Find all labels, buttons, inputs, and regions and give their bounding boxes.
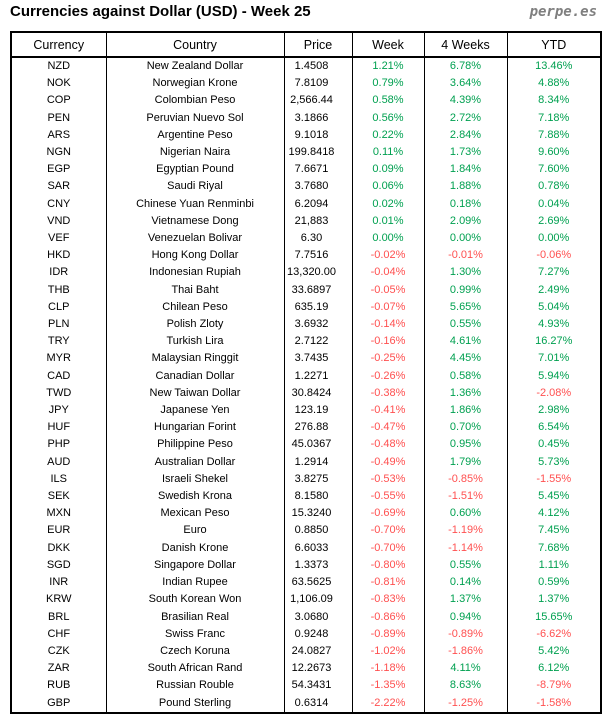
table-row bbox=[11, 230, 601, 247]
table-row bbox=[11, 436, 601, 453]
four-week-change-cell: 0.55% bbox=[424, 316, 507, 333]
currency-code-cell: TRY bbox=[11, 333, 106, 350]
week-change-cell: -0.53% bbox=[352, 471, 424, 488]
table-row bbox=[11, 454, 601, 471]
price-cell: 2.7122 bbox=[284, 333, 352, 350]
week-change-cell: -2.22% bbox=[352, 695, 424, 713]
country-name-cell: Nigerian Naira bbox=[106, 144, 284, 161]
country-name-cell: Chilean Peso bbox=[106, 299, 284, 316]
week-change-cell: -0.25% bbox=[352, 350, 424, 367]
country-name-cell: Hong Kong Dollar bbox=[106, 247, 284, 264]
price-cell: 1.2914 bbox=[284, 454, 352, 471]
country-name-cell: Philippine Peso bbox=[106, 436, 284, 453]
four-week-change-cell: 1.36% bbox=[424, 385, 507, 402]
ytd-change-cell: 4.93% bbox=[507, 316, 601, 333]
country-name-cell: Israeli Shekel bbox=[106, 471, 284, 488]
country-name-cell: Australian Dollar bbox=[106, 454, 284, 471]
currency-code-cell: JPY bbox=[11, 402, 106, 419]
currency-code-cell: PEN bbox=[11, 110, 106, 127]
ytd-change-cell: -0.06% bbox=[507, 247, 601, 264]
four-week-change-cell: 4.61% bbox=[424, 333, 507, 350]
country-name-cell: Japanese Yen bbox=[106, 402, 284, 419]
currency-code-cell: CHF bbox=[11, 626, 106, 643]
currency-code-cell: MXN bbox=[11, 505, 106, 522]
table-row bbox=[11, 540, 601, 557]
week-change-cell: 0.56% bbox=[352, 110, 424, 127]
ytd-change-cell: 13.46% bbox=[507, 57, 601, 75]
price-cell: 3.6932 bbox=[284, 316, 352, 333]
price-cell: 199.8418 bbox=[284, 144, 352, 161]
currency-code-cell: IDR bbox=[11, 264, 106, 281]
country-name-cell: Hungarian Forint bbox=[106, 419, 284, 436]
week-change-cell: -0.70% bbox=[352, 540, 424, 557]
ytd-change-cell: 0.59% bbox=[507, 574, 601, 591]
ytd-change-cell: 2.49% bbox=[507, 282, 601, 299]
four-week-change-cell: 0.00% bbox=[424, 230, 507, 247]
table-row bbox=[11, 660, 601, 677]
four-week-change-cell: 0.18% bbox=[424, 196, 507, 213]
four-week-change-cell: 2.72% bbox=[424, 110, 507, 127]
table-row bbox=[11, 471, 601, 488]
country-name-cell: Mexican Peso bbox=[106, 505, 284, 522]
week-change-cell: -0.05% bbox=[352, 282, 424, 299]
table-row bbox=[11, 574, 601, 591]
price-cell: 6.30 bbox=[284, 230, 352, 247]
table-row bbox=[11, 92, 601, 109]
ytd-change-cell: 6.54% bbox=[507, 419, 601, 436]
currency-code-cell: COP bbox=[11, 92, 106, 109]
price-cell: 7.7516 bbox=[284, 247, 352, 264]
price-cell: 63.5625 bbox=[284, 574, 352, 591]
country-name-cell: Venezuelan Bolivar bbox=[106, 230, 284, 247]
table-row bbox=[11, 626, 601, 643]
price-cell: 1,106.09 bbox=[284, 591, 352, 608]
ytd-change-cell: -6.62% bbox=[507, 626, 601, 643]
table-row bbox=[11, 247, 601, 264]
ytd-change-cell: 1.11% bbox=[507, 557, 601, 574]
ytd-change-cell: -8.79% bbox=[507, 677, 601, 694]
price-cell: 21,883 bbox=[284, 213, 352, 230]
ytd-change-cell: -1.58% bbox=[507, 695, 601, 713]
table-row bbox=[11, 591, 601, 608]
week-change-cell: -0.16% bbox=[352, 333, 424, 350]
currency-code-cell: INR bbox=[11, 574, 106, 591]
ytd-change-cell: 6.12% bbox=[507, 660, 601, 677]
price-cell: 7.8109 bbox=[284, 75, 352, 92]
week-change-cell: 0.11% bbox=[352, 144, 424, 161]
ytd-change-cell: 7.45% bbox=[507, 522, 601, 539]
four-week-change-cell: 4.39% bbox=[424, 92, 507, 109]
ytd-change-cell: 0.00% bbox=[507, 230, 601, 247]
week-change-cell: 0.22% bbox=[352, 127, 424, 144]
table-row bbox=[11, 57, 601, 75]
currency-code-cell: ILS bbox=[11, 471, 106, 488]
currency-table bbox=[10, 31, 602, 714]
ytd-change-cell: 7.68% bbox=[507, 540, 601, 557]
col-header-week: Week bbox=[352, 32, 424, 57]
country-name-cell: Thai Baht bbox=[106, 282, 284, 299]
four-week-change-cell: -1.19% bbox=[424, 522, 507, 539]
price-cell: 12.2673 bbox=[284, 660, 352, 677]
currency-code-cell: EUR bbox=[11, 522, 106, 539]
table-row bbox=[11, 110, 601, 127]
price-cell: 1.2271 bbox=[284, 368, 352, 385]
currency-code-cell: THB bbox=[11, 282, 106, 299]
table-row bbox=[11, 264, 601, 281]
currency-code-cell: CAD bbox=[11, 368, 106, 385]
country-name-cell: Indian Rupee bbox=[106, 574, 284, 591]
price-cell: 1.4508 bbox=[284, 57, 352, 75]
table-row bbox=[11, 385, 601, 402]
ytd-change-cell: 4.12% bbox=[507, 505, 601, 522]
four-week-change-cell: 2.84% bbox=[424, 127, 507, 144]
currency-code-cell: CZK bbox=[11, 643, 106, 660]
table-row bbox=[11, 488, 601, 505]
currency-code-cell: NGN bbox=[11, 144, 106, 161]
week-change-cell: 0.58% bbox=[352, 92, 424, 109]
table-row bbox=[11, 368, 601, 385]
week-change-cell: -1.02% bbox=[352, 643, 424, 660]
col-header-currency: Currency bbox=[11, 32, 106, 57]
table-row bbox=[11, 402, 601, 419]
currency-code-cell: CLP bbox=[11, 299, 106, 316]
country-name-cell: Danish Krone bbox=[106, 540, 284, 557]
four-week-change-cell: -1.86% bbox=[424, 643, 507, 660]
price-cell: 0.8850 bbox=[284, 522, 352, 539]
table-row bbox=[11, 643, 601, 660]
currency-code-cell: PLN bbox=[11, 316, 106, 333]
price-cell: 33.6897 bbox=[284, 282, 352, 299]
currency-table-body bbox=[11, 57, 601, 713]
week-change-cell: -0.49% bbox=[352, 454, 424, 471]
price-cell: 0.9248 bbox=[284, 626, 352, 643]
ytd-change-cell: 0.04% bbox=[507, 196, 601, 213]
country-name-cell: South African Rand bbox=[106, 660, 284, 677]
table-row bbox=[11, 609, 601, 626]
ytd-change-cell: 1.37% bbox=[507, 591, 601, 608]
table-row bbox=[11, 196, 601, 213]
currency-code-cell: SEK bbox=[11, 488, 106, 505]
ytd-change-cell: 2.98% bbox=[507, 402, 601, 419]
week-change-cell: -0.41% bbox=[352, 402, 424, 419]
four-week-change-cell: 0.60% bbox=[424, 505, 507, 522]
currency-code-cell: VEF bbox=[11, 230, 106, 247]
country-name-cell: South Korean Won bbox=[106, 591, 284, 608]
currency-code-cell: KRW bbox=[11, 591, 106, 608]
table-header-row bbox=[11, 32, 601, 57]
ytd-change-cell: 16.27% bbox=[507, 333, 601, 350]
currency-code-cell: GBP bbox=[11, 695, 106, 713]
ytd-change-cell: 5.94% bbox=[507, 368, 601, 385]
week-change-cell: 1.21% bbox=[352, 57, 424, 75]
country-name-cell: Czech Koruna bbox=[106, 643, 284, 660]
four-week-change-cell: 4.11% bbox=[424, 660, 507, 677]
week-change-cell: 0.01% bbox=[352, 213, 424, 230]
currency-code-cell: CNY bbox=[11, 196, 106, 213]
country-name-cell: Canadian Dollar bbox=[106, 368, 284, 385]
table-row bbox=[11, 557, 601, 574]
country-name-cell: New Taiwan Dollar bbox=[106, 385, 284, 402]
table-row bbox=[11, 695, 601, 713]
four-week-change-cell: 1.73% bbox=[424, 144, 507, 161]
ytd-change-cell: 9.60% bbox=[507, 144, 601, 161]
ytd-change-cell: 7.01% bbox=[507, 350, 601, 367]
four-week-change-cell: -1.51% bbox=[424, 488, 507, 505]
col-header-price: Price bbox=[284, 32, 352, 57]
currency-code-cell: ARS bbox=[11, 127, 106, 144]
currency-code-cell: VND bbox=[11, 213, 106, 230]
country-name-cell: Turkish Lira bbox=[106, 333, 284, 350]
currency-code-cell: DKK bbox=[11, 540, 106, 557]
currency-code-cell: BRL bbox=[11, 609, 106, 626]
country-name-cell: Euro bbox=[106, 522, 284, 539]
four-week-change-cell: 1.88% bbox=[424, 178, 507, 195]
price-cell: 8.1580 bbox=[284, 488, 352, 505]
price-cell: 54.3431 bbox=[284, 677, 352, 694]
country-name-cell: Vietnamese Dong bbox=[106, 213, 284, 230]
price-cell: 2,566.44 bbox=[284, 92, 352, 109]
four-week-change-cell: 1.37% bbox=[424, 591, 507, 608]
country-name-cell: New Zealand Dollar bbox=[106, 57, 284, 75]
currency-code-cell: HKD bbox=[11, 247, 106, 264]
ytd-change-cell: 7.18% bbox=[507, 110, 601, 127]
four-week-change-cell: 1.84% bbox=[424, 161, 507, 178]
currency-code-cell: SGD bbox=[11, 557, 106, 574]
price-cell: 30.8424 bbox=[284, 385, 352, 402]
country-name-cell: Colombian Peso bbox=[106, 92, 284, 109]
page-title: Currencies against Dollar (USD) - Week 25 bbox=[10, 3, 311, 20]
currency-code-cell: SAR bbox=[11, 178, 106, 195]
table-row bbox=[11, 350, 601, 367]
ytd-change-cell: 4.88% bbox=[507, 75, 601, 92]
country-name-cell: Russian Rouble bbox=[106, 677, 284, 694]
currency-code-cell: AUD bbox=[11, 454, 106, 471]
four-week-change-cell: -0.85% bbox=[424, 471, 507, 488]
four-week-change-cell: -0.01% bbox=[424, 247, 507, 264]
week-change-cell: -0.38% bbox=[352, 385, 424, 402]
currency-code-cell: HUF bbox=[11, 419, 106, 436]
country-name-cell: Peruvian Nuevo Sol bbox=[106, 110, 284, 127]
week-change-cell: 0.02% bbox=[352, 196, 424, 213]
week-change-cell: -1.35% bbox=[352, 677, 424, 694]
country-name-cell: Indonesian Rupiah bbox=[106, 264, 284, 281]
price-cell: 3.8275 bbox=[284, 471, 352, 488]
price-cell: 45.0367 bbox=[284, 436, 352, 453]
currency-code-cell: TWD bbox=[11, 385, 106, 402]
week-change-cell: -0.48% bbox=[352, 436, 424, 453]
titlebar bbox=[10, 3, 597, 29]
week-change-cell: -0.81% bbox=[352, 574, 424, 591]
four-week-change-cell: 0.99% bbox=[424, 282, 507, 299]
ytd-change-cell: -1.55% bbox=[507, 471, 601, 488]
week-change-cell: -0.86% bbox=[352, 609, 424, 626]
price-cell: 15.3240 bbox=[284, 505, 352, 522]
price-cell: 24.0827 bbox=[284, 643, 352, 660]
four-week-change-cell: 1.86% bbox=[424, 402, 507, 419]
country-name-cell: Argentine Peso bbox=[106, 127, 284, 144]
four-week-change-cell: 0.95% bbox=[424, 436, 507, 453]
table-row bbox=[11, 161, 601, 178]
country-name-cell: Swedish Krona bbox=[106, 488, 284, 505]
price-cell: 1.3373 bbox=[284, 557, 352, 574]
table-row bbox=[11, 677, 601, 694]
four-week-change-cell: 0.94% bbox=[424, 609, 507, 626]
country-name-cell: Norwegian Krone bbox=[106, 75, 284, 92]
four-week-change-cell: 3.64% bbox=[424, 75, 507, 92]
four-week-change-cell: -0.89% bbox=[424, 626, 507, 643]
week-change-cell: -0.80% bbox=[352, 557, 424, 574]
price-cell: 3.1866 bbox=[284, 110, 352, 127]
currency-code-cell: EGP bbox=[11, 161, 106, 178]
table-row bbox=[11, 213, 601, 230]
price-cell: 3.0680 bbox=[284, 609, 352, 626]
country-name-cell: Saudi Riyal bbox=[106, 178, 284, 195]
price-cell: 123.19 bbox=[284, 402, 352, 419]
week-change-cell: -0.70% bbox=[352, 522, 424, 539]
table-row bbox=[11, 333, 601, 350]
four-week-change-cell: 0.70% bbox=[424, 419, 507, 436]
week-change-cell: -0.47% bbox=[352, 419, 424, 436]
four-week-change-cell: 6.78% bbox=[424, 57, 507, 75]
ytd-change-cell: 5.42% bbox=[507, 643, 601, 660]
four-week-change-cell: 1.79% bbox=[424, 454, 507, 471]
ytd-change-cell: 5.04% bbox=[507, 299, 601, 316]
four-week-change-cell: 1.30% bbox=[424, 264, 507, 281]
country-name-cell: Singapore Dollar bbox=[106, 557, 284, 574]
week-change-cell: -0.26% bbox=[352, 368, 424, 385]
ytd-change-cell: 7.88% bbox=[507, 127, 601, 144]
week-change-cell: -1.18% bbox=[352, 660, 424, 677]
currency-code-cell: MYR bbox=[11, 350, 106, 367]
ytd-change-cell: 5.45% bbox=[507, 488, 601, 505]
price-cell: 13,320.00 bbox=[284, 264, 352, 281]
table-row bbox=[11, 144, 601, 161]
week-change-cell: -0.14% bbox=[352, 316, 424, 333]
table-row bbox=[11, 282, 601, 299]
ytd-change-cell: 15.65% bbox=[507, 609, 601, 626]
ytd-change-cell: 0.78% bbox=[507, 178, 601, 195]
four-week-change-cell: 5.65% bbox=[424, 299, 507, 316]
country-name-cell: Brasilian Real bbox=[106, 609, 284, 626]
col-header-ytd: YTD bbox=[507, 32, 601, 57]
price-cell: 9.1018 bbox=[284, 127, 352, 144]
week-change-cell: -0.02% bbox=[352, 247, 424, 264]
four-week-change-cell: 0.58% bbox=[424, 368, 507, 385]
country-name-cell: Chinese Yuan Renminbi bbox=[106, 196, 284, 213]
four-week-change-cell: 0.55% bbox=[424, 557, 507, 574]
ytd-change-cell: 8.34% bbox=[507, 92, 601, 109]
four-week-change-cell: 8.63% bbox=[424, 677, 507, 694]
currency-code-cell: NZD bbox=[11, 57, 106, 75]
table-row bbox=[11, 316, 601, 333]
table-row bbox=[11, 505, 601, 522]
ytd-change-cell: 5.73% bbox=[507, 454, 601, 471]
week-change-cell: -0.89% bbox=[352, 626, 424, 643]
price-cell: 3.7680 bbox=[284, 178, 352, 195]
four-week-change-cell: -1.25% bbox=[424, 695, 507, 713]
price-cell: 635.19 bbox=[284, 299, 352, 316]
country-name-cell: Malaysian Ringgit bbox=[106, 350, 284, 367]
week-change-cell: -0.07% bbox=[352, 299, 424, 316]
country-name-cell: Polish Zloty bbox=[106, 316, 284, 333]
table-row bbox=[11, 419, 601, 436]
price-cell: 276.88 bbox=[284, 419, 352, 436]
week-change-cell: 0.09% bbox=[352, 161, 424, 178]
currency-code-cell: PHP bbox=[11, 436, 106, 453]
week-change-cell: 0.06% bbox=[352, 178, 424, 195]
col-header-4weeks: 4 Weeks bbox=[424, 32, 507, 57]
four-week-change-cell: 0.14% bbox=[424, 574, 507, 591]
price-cell: 6.2094 bbox=[284, 196, 352, 213]
price-cell: 7.6671 bbox=[284, 161, 352, 178]
ytd-change-cell: 2.69% bbox=[507, 213, 601, 230]
ytd-change-cell: 0.45% bbox=[507, 436, 601, 453]
price-cell: 6.6033 bbox=[284, 540, 352, 557]
brand-logo: perpe.es bbox=[529, 4, 597, 20]
four-week-change-cell: 4.45% bbox=[424, 350, 507, 367]
table-row bbox=[11, 522, 601, 539]
week-change-cell: -0.04% bbox=[352, 264, 424, 281]
week-change-cell: 0.79% bbox=[352, 75, 424, 92]
country-name-cell: Swiss Franc bbox=[106, 626, 284, 643]
week-change-cell: -0.69% bbox=[352, 505, 424, 522]
table-row bbox=[11, 178, 601, 195]
price-cell: 3.7435 bbox=[284, 350, 352, 367]
currency-code-cell: NOK bbox=[11, 75, 106, 92]
table-row bbox=[11, 75, 601, 92]
ytd-change-cell: -2.08% bbox=[507, 385, 601, 402]
price-cell: 0.6314 bbox=[284, 695, 352, 713]
four-week-change-cell: -1.14% bbox=[424, 540, 507, 557]
week-change-cell: -0.83% bbox=[352, 591, 424, 608]
country-name-cell: Pound Sterling bbox=[106, 695, 284, 713]
week-change-cell: -0.55% bbox=[352, 488, 424, 505]
currency-code-cell: RUB bbox=[11, 677, 106, 694]
ytd-change-cell: 7.60% bbox=[507, 161, 601, 178]
col-header-country: Country bbox=[106, 32, 284, 57]
table-row bbox=[11, 299, 601, 316]
ytd-change-cell: 7.27% bbox=[507, 264, 601, 281]
four-week-change-cell: 2.09% bbox=[424, 213, 507, 230]
country-name-cell: Egyptian Pound bbox=[106, 161, 284, 178]
table-row bbox=[11, 127, 601, 144]
week-change-cell: 0.00% bbox=[352, 230, 424, 247]
currency-code-cell: ZAR bbox=[11, 660, 106, 677]
